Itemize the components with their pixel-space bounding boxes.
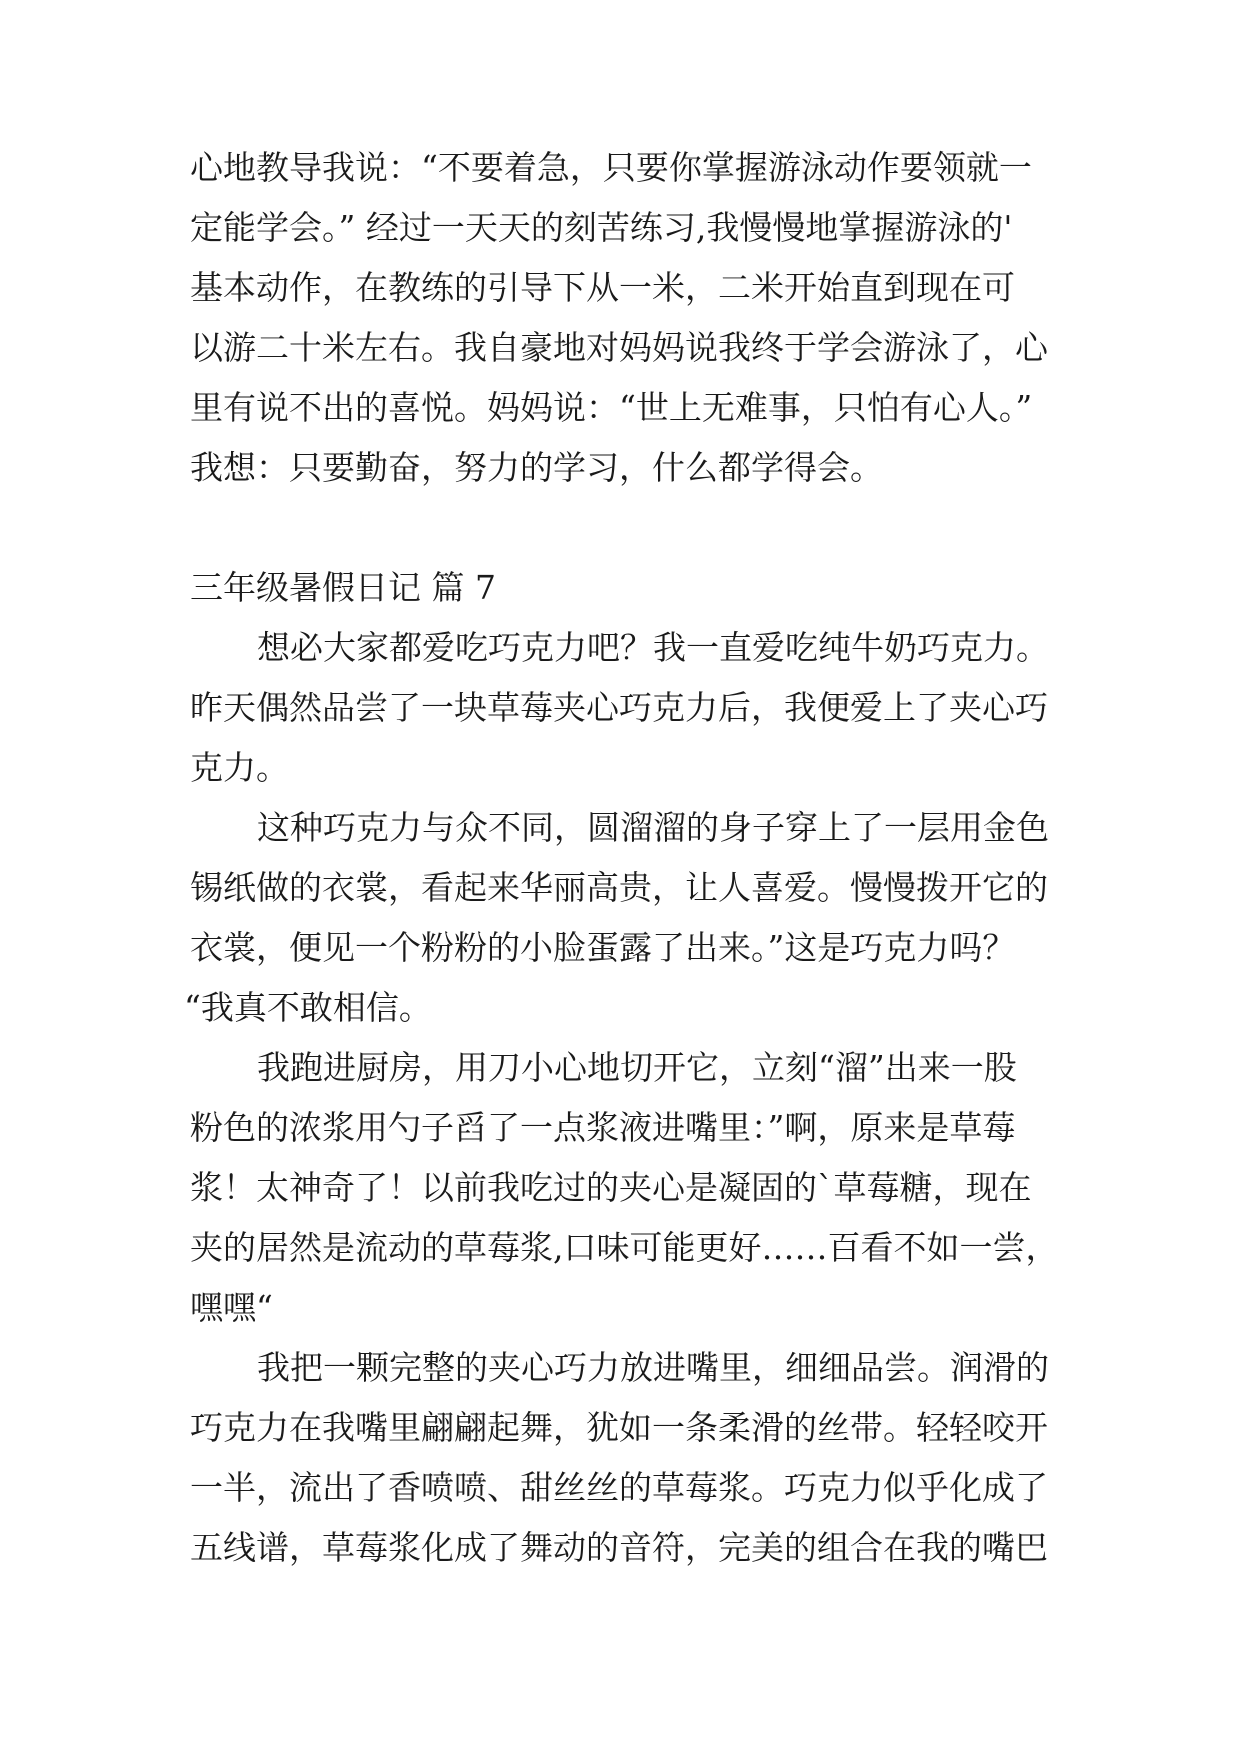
text-line: 定能学会。” 经过一天天的刻苦练习,我慢慢地掌握游泳的': [190, 208, 1013, 247]
text-line: 克力。: [190, 748, 289, 787]
text-line: 我跑进厨房，用刀小心地切开它，立刻“溜”出来一股: [257, 1048, 1017, 1087]
section-title: 三年级暑假日记 篇 7: [190, 568, 496, 607]
text-line: 基本动作，在教练的引导下从一米，二米开始直到现在可: [190, 268, 1015, 307]
text-line: 一半，流出了香喷喷、甜丝丝的草莓浆。巧克力似乎化成了: [190, 1468, 1048, 1507]
text-line: 我想：只要勤奋，努力的学习，什么都学得会。: [190, 448, 883, 487]
text-line: 以游二十米左右。我自豪地对妈妈说我终于学会游泳了，心: [190, 328, 1048, 367]
text-line: 锡纸做的衣裳，看起来华丽高贵，让人喜爱。慢慢拨开它的: [190, 868, 1048, 907]
text-line: 我把一颗完整的夹心巧力放进嘴里，细细品尝。润滑的: [257, 1348, 1049, 1387]
text-line: 嘿嘿“: [190, 1288, 273, 1327]
text-line: 粉色的浓浆用勺子舀了一点浆液进嘴里：”啊，原来是草莓: [190, 1108, 1016, 1147]
text-line: 夹的居然是流动的草莓浆,口味可能更好……百看不如一尝，: [190, 1228, 1059, 1267]
text-line: “我真不敢相信。: [184, 988, 432, 1027]
text-line: 衣裳，便见一个粉粉的小脸蛋露了出来。”这是巧克力吗？: [190, 928, 1016, 967]
text-line: 浆！太神奇了！以前我吃过的夹心是凝固的`草莓糖，现在: [190, 1168, 1032, 1207]
text-line: 昨天偶然品尝了一块草莓夹心巧克力后，我便爱上了夹心巧: [190, 688, 1048, 727]
text-line: 巧克力在我嘴里翩翩起舞，犹如一条柔滑的丝带。轻轻咬开: [190, 1408, 1048, 1447]
text-line: 里有说不出的喜悦。妈妈说：“世上无难事，只怕有心人。”: [190, 388, 1033, 427]
text-line: 心地教导我说：“不要着急，只要你掌握游泳动作要领就一: [190, 148, 1032, 187]
text-line: 这种巧克力与众不同，圆溜溜的身子穿上了一层用金色: [257, 808, 1049, 847]
text-line: 想必大家都爱吃巧克力吧？我一直爱吃纯牛奶巧克力。: [257, 628, 1049, 667]
text-line: 五线谱，草莓浆化成了舞动的音符，完美的组合在我的嘴巴: [190, 1528, 1048, 1567]
